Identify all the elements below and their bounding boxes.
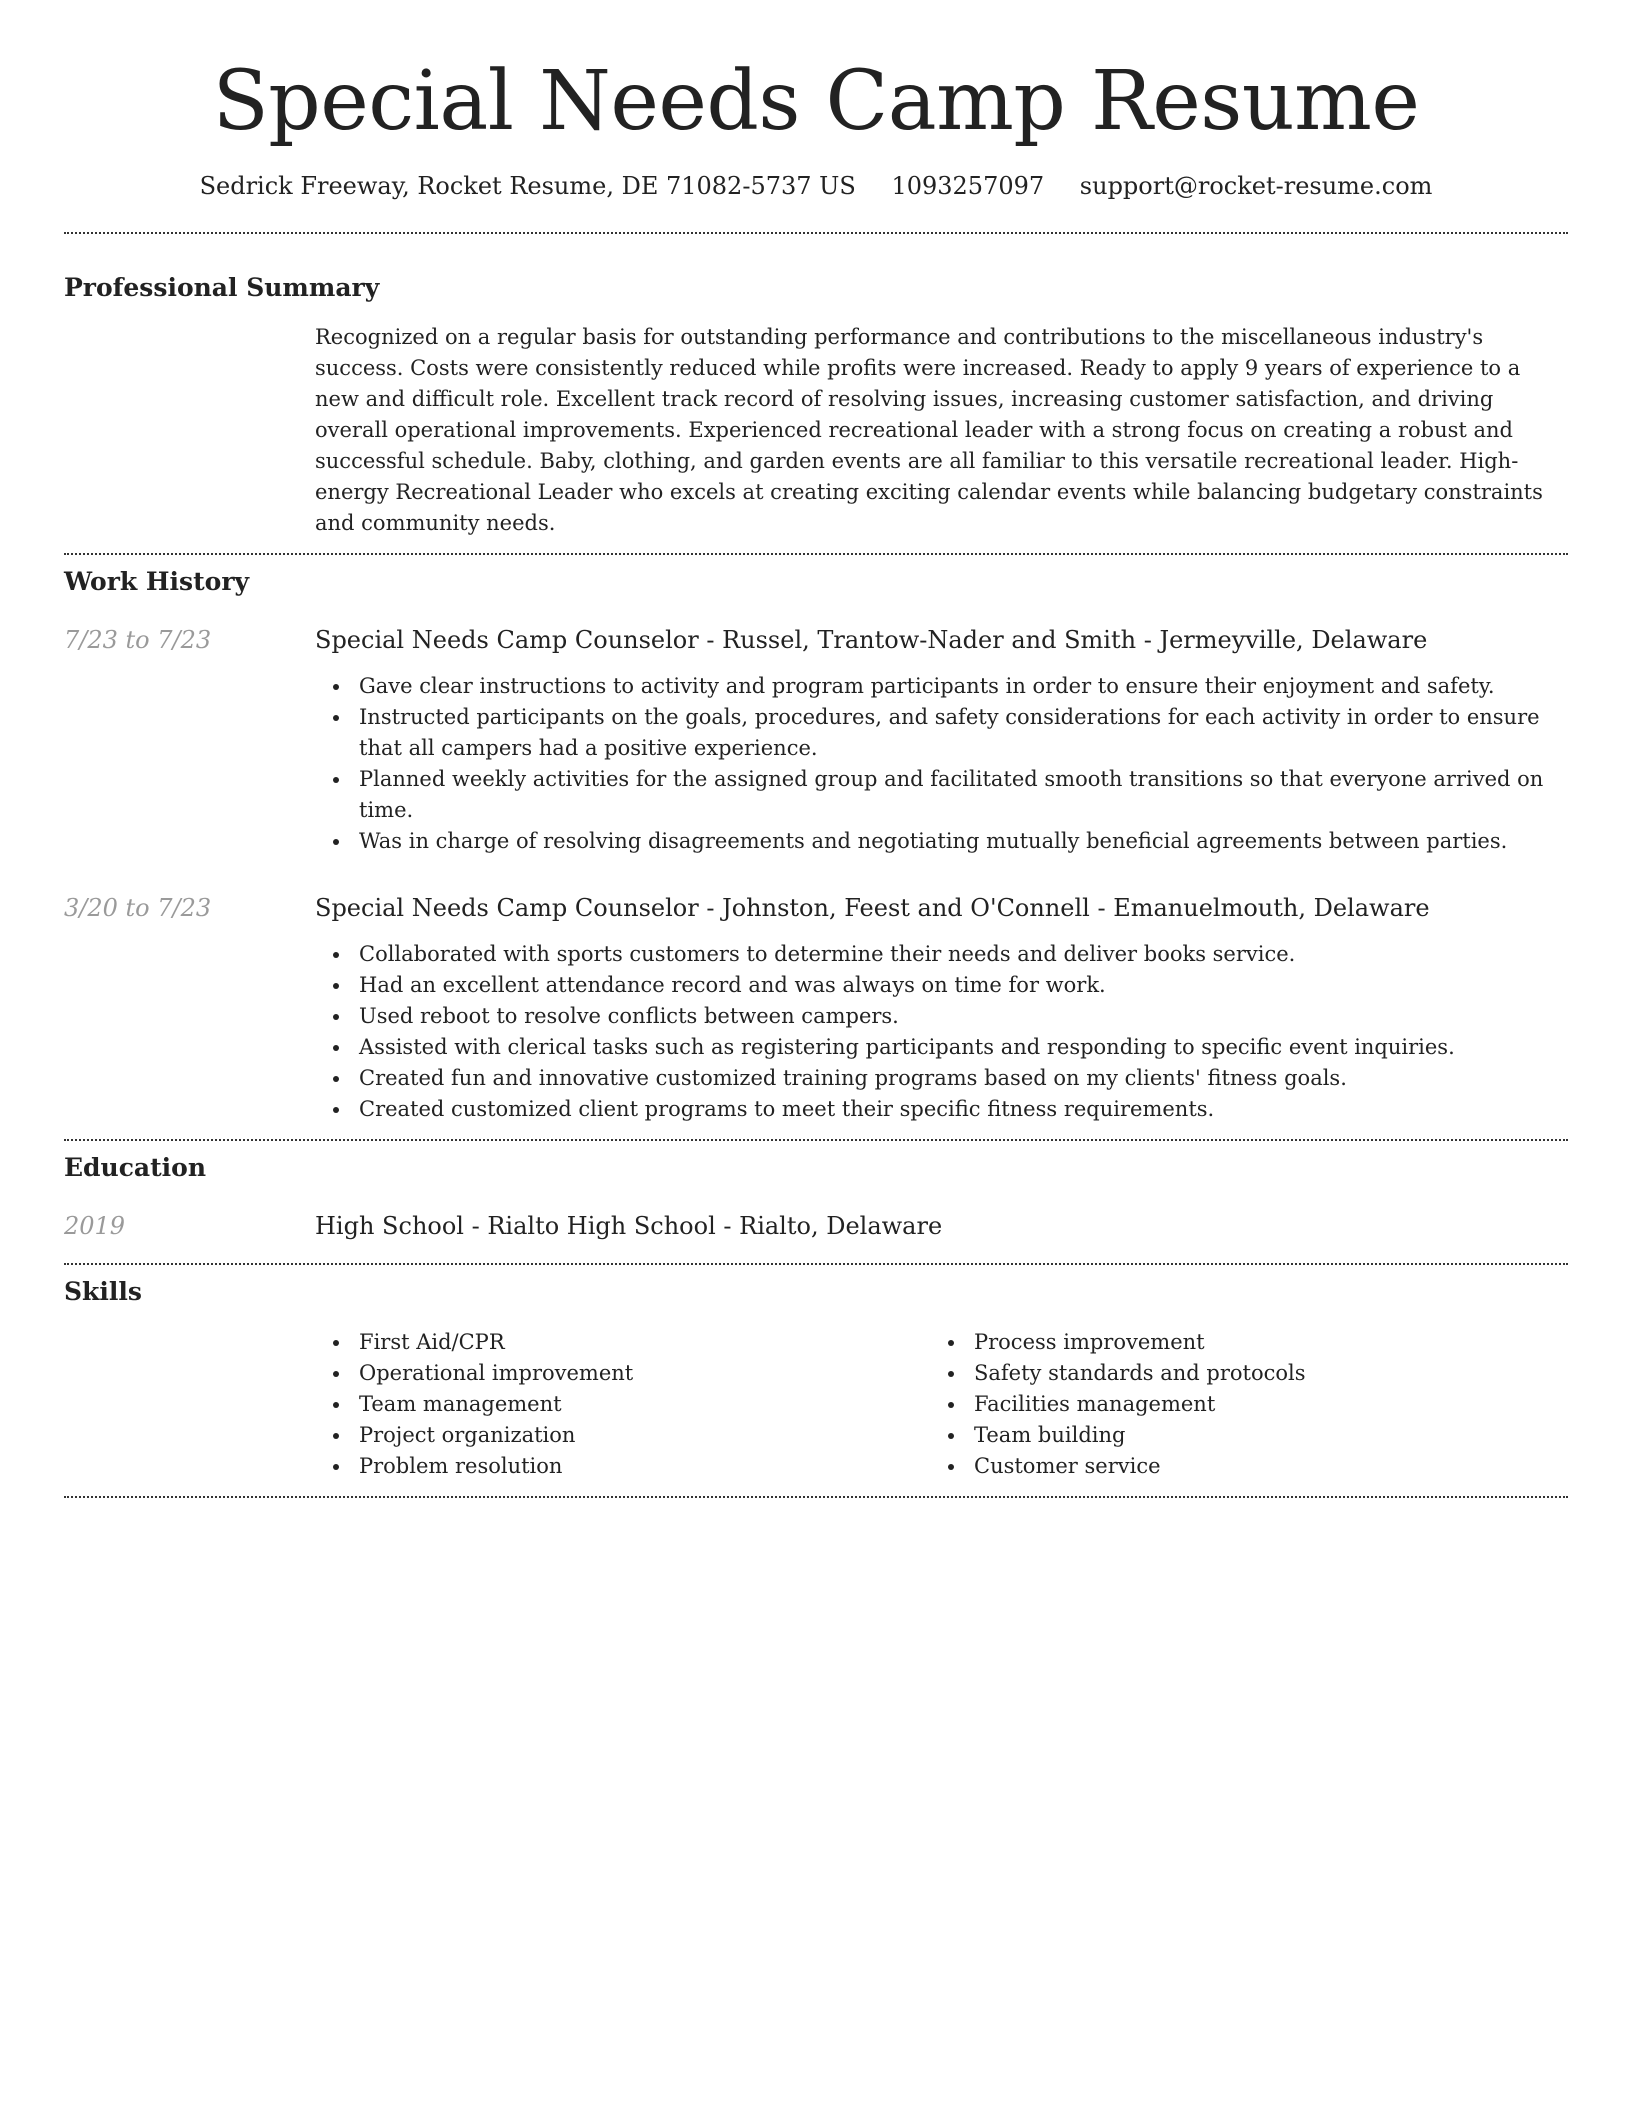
summary-heading: Professional Summary [64, 273, 380, 302]
job-title: Special Needs Camp Counselor - Johnston, Feest and O'Connell - Emanuelmouth, Delaware [315, 894, 1430, 922]
list-item: Problem resolution [315, 1451, 930, 1482]
list-item: Used reboot to resolve conflicts between campers. [315, 1001, 1568, 1032]
education-year: 2019 [64, 1212, 126, 1240]
list-item: Had an excellent attendance record and was always on time for work. [315, 970, 1568, 1001]
list-item: Project organization [315, 1420, 930, 1451]
job-body [315, 891, 1568, 1125]
skills-section [64, 1275, 1568, 1482]
divider [64, 232, 1568, 234]
job-duties-list [315, 939, 1568, 1125]
job-dates: 7/23 to 7/23 [64, 626, 212, 654]
work-history-heading: Work History [64, 567, 250, 596]
list-item: Created fun and innovative customized training programs based on my clients' fitness goals. [315, 1063, 1568, 1094]
list-item: Customer service [930, 1451, 1545, 1482]
divider [64, 1496, 1568, 1498]
list-item: Team building [930, 1420, 1545, 1451]
list-item: Collaborated with sports customers to determine their needs and deliver books service. [315, 939, 1568, 970]
contact-line [64, 150, 1568, 222]
list-item: Gave clear instructions to activity and program participants in order to ensure their enjoyment and safety. [315, 671, 1568, 702]
contact-address: Sedrick Freeway, Rocket Resume, DE 71082-5737 US [199, 172, 856, 200]
work-history-section [64, 565, 1568, 1125]
list-item: First Aid/CPR [315, 1327, 930, 1358]
resume-page [64, 0, 1568, 1498]
education-body [315, 1209, 1568, 1243]
list-item: Assisted with clerical tasks such as registering participants and responding to specific event inquiries. [315, 1032, 1568, 1063]
education-section [64, 1151, 1568, 1243]
divider [64, 1263, 1568, 1265]
list-item: Was in charge of resolving disagreements and negotiating mutually beneficial agreements between parties. [315, 826, 1568, 857]
education-heading: Education [64, 1153, 207, 1182]
job-entry [64, 623, 1568, 857]
contact-phone: 1093257097 [891, 172, 1045, 200]
list-item: Team management [315, 1389, 930, 1420]
job-duties-list [315, 671, 1568, 857]
skills-heading: Skills [64, 1277, 142, 1306]
job-entry [64, 891, 1568, 1125]
job-title: Special Needs Camp Counselor - Russel, Trantow-Nader and Smith - Jermeyville, Delaware [315, 626, 1428, 654]
list-item: Facilities management [930, 1389, 1545, 1420]
skills-list-right [930, 1327, 1545, 1482]
summary-text: Recognized on a regular basis for outstanding performance and contributions to the miscellaneous industry's success. Costs were consistently reduced while profits were increased. Ready to apply 9 years of experience to a new and difficult role. Excellent track record of resolving issues, increasing customer satisfaction, and driving overall operational improvements. Experienced recreational leader with a strong focus on creating a robust and successful schedule. Baby, clothing, and garden events are all familiar to this versatile recreational leader. High-energy Recreational Leader who excels at creating exciting calendar events while balancing budgetary constraints and community needs. [315, 325, 1543, 535]
job-dates: 3/20 to 7/23 [64, 894, 212, 922]
list-item: Created customized client programs to meet their specific fitness requirements. [315, 1094, 1568, 1125]
divider [64, 1139, 1568, 1141]
education-title: High School - Rialto High School - Rialto, Delaware [315, 1212, 943, 1240]
education-entry [64, 1209, 1568, 1243]
list-item: Operational improvement [315, 1358, 930, 1389]
summary-section [64, 271, 1568, 539]
list-item: Planned weekly activities for the assigned group and facilitated smooth transitions so that everyone arrived on time. [315, 764, 1568, 826]
resume-title: Special Needs Camp Resume [212, 54, 1420, 149]
list-item: Process improvement [930, 1327, 1545, 1358]
divider [64, 553, 1568, 555]
list-item: Instructed participants on the goals, procedures, and safety considerations for each activity in order to ensure that all campers had a positive experience. [315, 702, 1568, 764]
contact-email: support@rocket-resume.com [1079, 172, 1433, 200]
job-body [315, 623, 1568, 857]
list-item: Safety standards and protocols [930, 1358, 1545, 1389]
skills-columns [315, 1327, 1568, 1482]
skills-list-left [315, 1327, 930, 1482]
